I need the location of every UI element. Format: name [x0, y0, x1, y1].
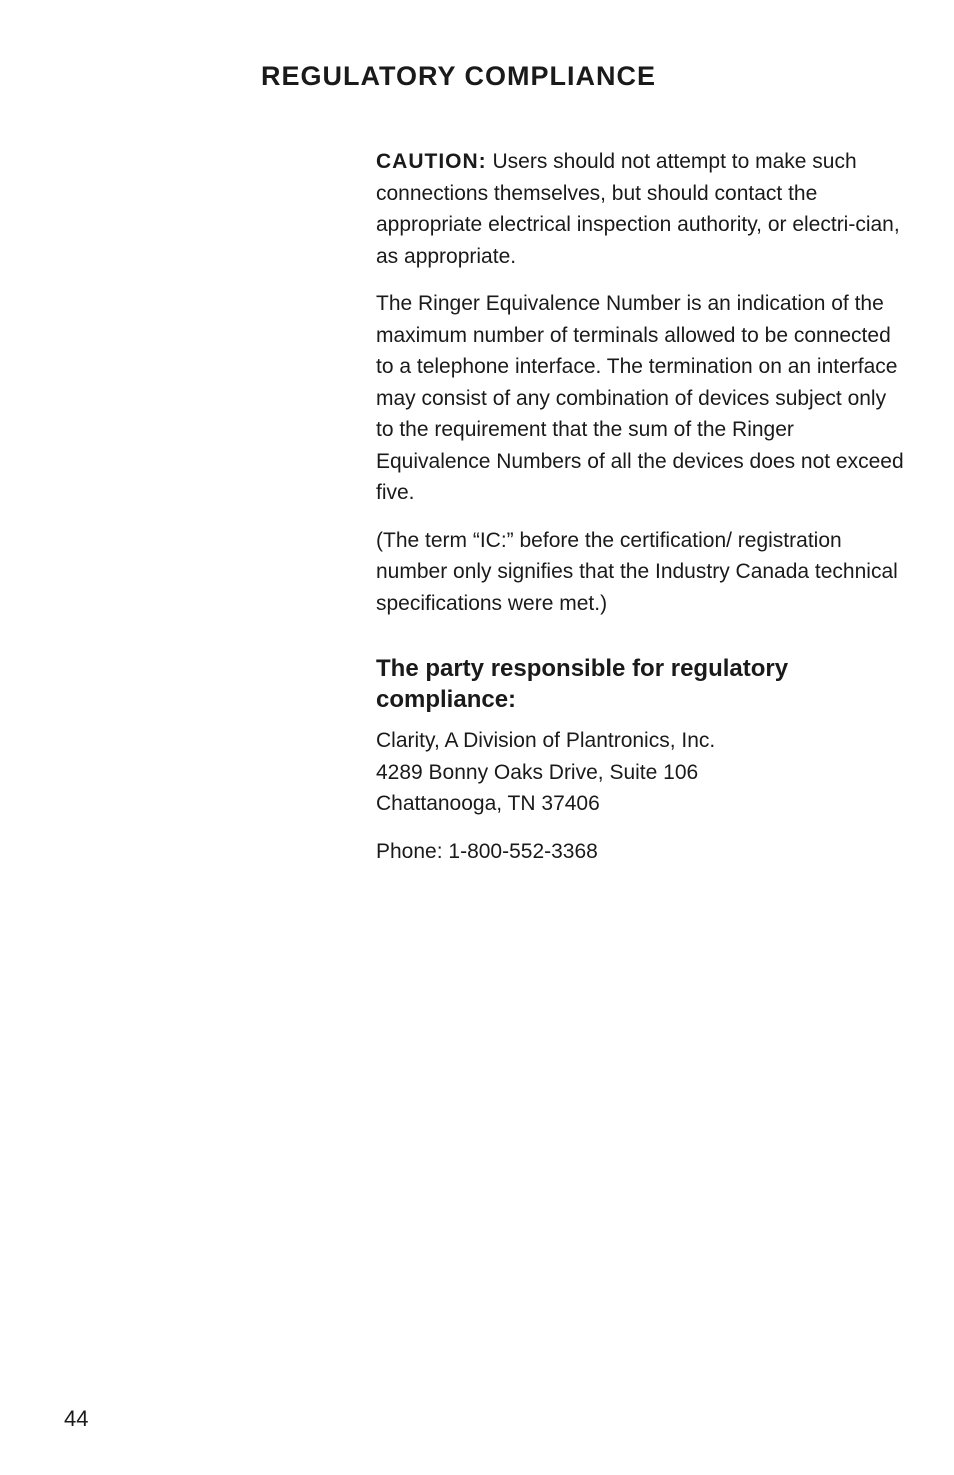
- responsible-party-heading: The party responsible for regulatory compliance:: [376, 655, 789, 713]
- responsible-party-address: [376, 725, 906, 820]
- ringer-equivalence-paragraph: The Ringer Equivalence Number is an indication of the maximum number of terminals allowed to be connected to a telephone interface. The termination on an interface may consist of any combination of devices subject only to the requirement that the sum of the Ringer Equivalence Numbers of all the devices does not exceed five.: [376, 292, 904, 504]
- caution-label: CAUTION:: [376, 150, 487, 173]
- address-line-street: 4289 Bonny Oaks Drive, Suite 106: [376, 760, 699, 784]
- caution-text: Users should not attempt to make such connections themselves, but should contact the appropriate electrical inspection authority, or electri-cian, as appropriate.: [376, 150, 900, 268]
- main-content: [376, 146, 906, 883]
- ic-term-paragraph: (The term “IC:” before the certification/ registration number only signifies that the Industry Canada technical specifications were met.): [376, 528, 898, 615]
- page-number: 44: [64, 1406, 89, 1431]
- address-line-city: Chattanooga, TN 37406: [376, 792, 600, 815]
- phone-number: Phone: 1-800-552-3368: [376, 839, 598, 863]
- address-line-company: Clarity, A Division of Plantronics, Inc.: [376, 729, 716, 752]
- page-title: REGULATORY COMPLIANCE: [261, 61, 657, 91]
- caution-paragraph: [376, 146, 906, 272]
